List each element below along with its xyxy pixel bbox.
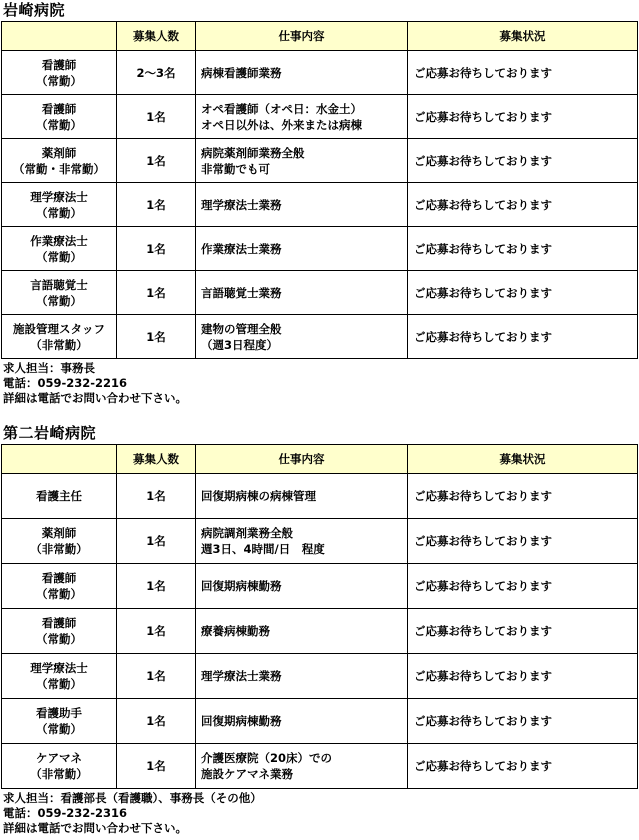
table-row [2, 315, 638, 359]
status-cell: ご応募お待ちしております [408, 183, 638, 227]
position-cell: 薬剤師 （常勤・非常勤） [2, 139, 117, 183]
hospital2-table [1, 444, 638, 789]
count-cell: 1名 [117, 474, 196, 519]
header-count: 募集人数 [117, 445, 196, 474]
hospital1-footer [0, 361, 639, 406]
count-cell: 1名 [117, 95, 196, 139]
table-row [2, 271, 638, 315]
position-cell: 看護師 （常勤） [2, 95, 117, 139]
job-cell: 療養病棟勤務 [196, 609, 408, 654]
inquiry-note: 詳細は電話でお問い合わせ下さい。 [3, 821, 187, 835]
header-position [2, 445, 117, 474]
status-cell: ご応募お待ちしております [408, 519, 638, 564]
status-cell: ご応募お待ちしております [408, 51, 638, 95]
count-cell: 1名 [117, 744, 196, 789]
count-cell: 1名 [117, 564, 196, 609]
table-row [2, 744, 638, 789]
position-cell: 薬剤師 （非常勤） [2, 519, 117, 564]
table-row [2, 95, 638, 139]
job-cell: 回復期病棟の病棟管理 [196, 474, 408, 519]
position-cell: 看護師 （常勤） [2, 609, 117, 654]
header-status: 募集状況 [408, 445, 638, 474]
count-cell: 1名 [117, 271, 196, 315]
count-cell: 1名 [117, 699, 196, 744]
header-status: 募集状況 [408, 22, 638, 51]
position-cell: 施設管理スタッフ （非常勤） [2, 315, 117, 359]
position-cell: 看護主任 [2, 474, 117, 519]
table-row [2, 51, 638, 95]
header-job: 仕事内容 [196, 22, 408, 51]
hospital2-footer [0, 791, 639, 836]
job-cell: 作業療法士業務 [196, 227, 408, 271]
count-cell: 1名 [117, 609, 196, 654]
position-cell: 看護師 （常勤） [2, 51, 117, 95]
header-count: 募集人数 [117, 22, 196, 51]
position-cell: ケアマネ （非常勤） [2, 744, 117, 789]
table-row [2, 519, 638, 564]
job-cell: 理学療法士業務 [196, 183, 408, 227]
count-cell: 1名 [117, 227, 196, 271]
status-cell: ご応募お待ちしております [408, 271, 638, 315]
position-cell: 理学療法士 （常勤） [2, 183, 117, 227]
table-row [2, 609, 638, 654]
job-cell: 病院薬剤師業務全般 非常勤でも可 [196, 139, 408, 183]
header-job: 仕事内容 [196, 445, 408, 474]
phone-number: 電話：059-232-2216 [3, 376, 128, 390]
table-row [2, 564, 638, 609]
table-row [2, 699, 638, 744]
hospital2-section [0, 423, 639, 836]
hospital1-table [1, 21, 638, 359]
count-cell: 1名 [117, 139, 196, 183]
status-cell: ご応募お待ちしております [408, 227, 638, 271]
table-row [2, 654, 638, 699]
contact-person: 求人担当：看護部長（看護職）、事務長（その他） [3, 791, 262, 805]
status-cell: ご応募お待ちしております [408, 609, 638, 654]
hospital1-section [0, 0, 639, 406]
job-cell: 言語聴覚士業務 [196, 271, 408, 315]
job-cell: 回復期病棟勤務 [196, 699, 408, 744]
count-cell: 1名 [117, 315, 196, 359]
status-cell: ご応募お待ちしております [408, 139, 638, 183]
job-cell: 建物の管理全般 （週3日程度） [196, 315, 408, 359]
status-cell: ご応募お待ちしております [408, 315, 638, 359]
position-cell: 作業療法士 （常勤） [2, 227, 117, 271]
table-row [2, 474, 638, 519]
job-cell: 回復期病棟勤務 [196, 564, 408, 609]
status-cell: ご応募お待ちしております [408, 744, 638, 789]
count-cell: 1名 [117, 183, 196, 227]
header-position [2, 22, 117, 51]
count-cell: 2～3名 [117, 51, 196, 95]
status-cell: ご応募お待ちしております [408, 564, 638, 609]
contact-person: 求人担当：事務長 [3, 361, 95, 375]
status-cell: ご応募お待ちしております [408, 95, 638, 139]
table-header-row [2, 445, 638, 474]
status-cell: ご応募お待ちしております [408, 654, 638, 699]
job-cell: 介護医療院（20床）での 施設ケアマネ業務 [196, 744, 408, 789]
job-cell: オペ看護師（オペ日：水金土） オペ日以外は、外来または病棟 [196, 95, 408, 139]
status-cell: ご応募お待ちしております [408, 474, 638, 519]
position-cell: 理学療法士 （常勤） [2, 654, 117, 699]
position-cell: 看護助手 （常勤） [2, 699, 117, 744]
position-cell: 看護師 （常勤） [2, 564, 117, 609]
table-row [2, 139, 638, 183]
job-cell: 病院調剤業務全般 週3日、4時間/日 程度 [196, 519, 408, 564]
table-row [2, 183, 638, 227]
job-cell: 病棟看護師業務 [196, 51, 408, 95]
hospital2-title: 第二岩崎病院 [3, 424, 97, 442]
table-header-row [2, 22, 638, 51]
table-row [2, 227, 638, 271]
phone-number: 電話：059-232-2316 [3, 806, 128, 820]
inquiry-note: 詳細は電話でお問い合わせ下さい。 [3, 391, 187, 405]
count-cell: 1名 [117, 519, 196, 564]
status-cell: ご応募お待ちしております [408, 699, 638, 744]
hospital1-title: 岩崎病院 [3, 1, 66, 19]
count-cell: 1名 [117, 654, 196, 699]
job-cell: 理学療法士業務 [196, 654, 408, 699]
position-cell: 言語聴覚士 （常勤） [2, 271, 117, 315]
